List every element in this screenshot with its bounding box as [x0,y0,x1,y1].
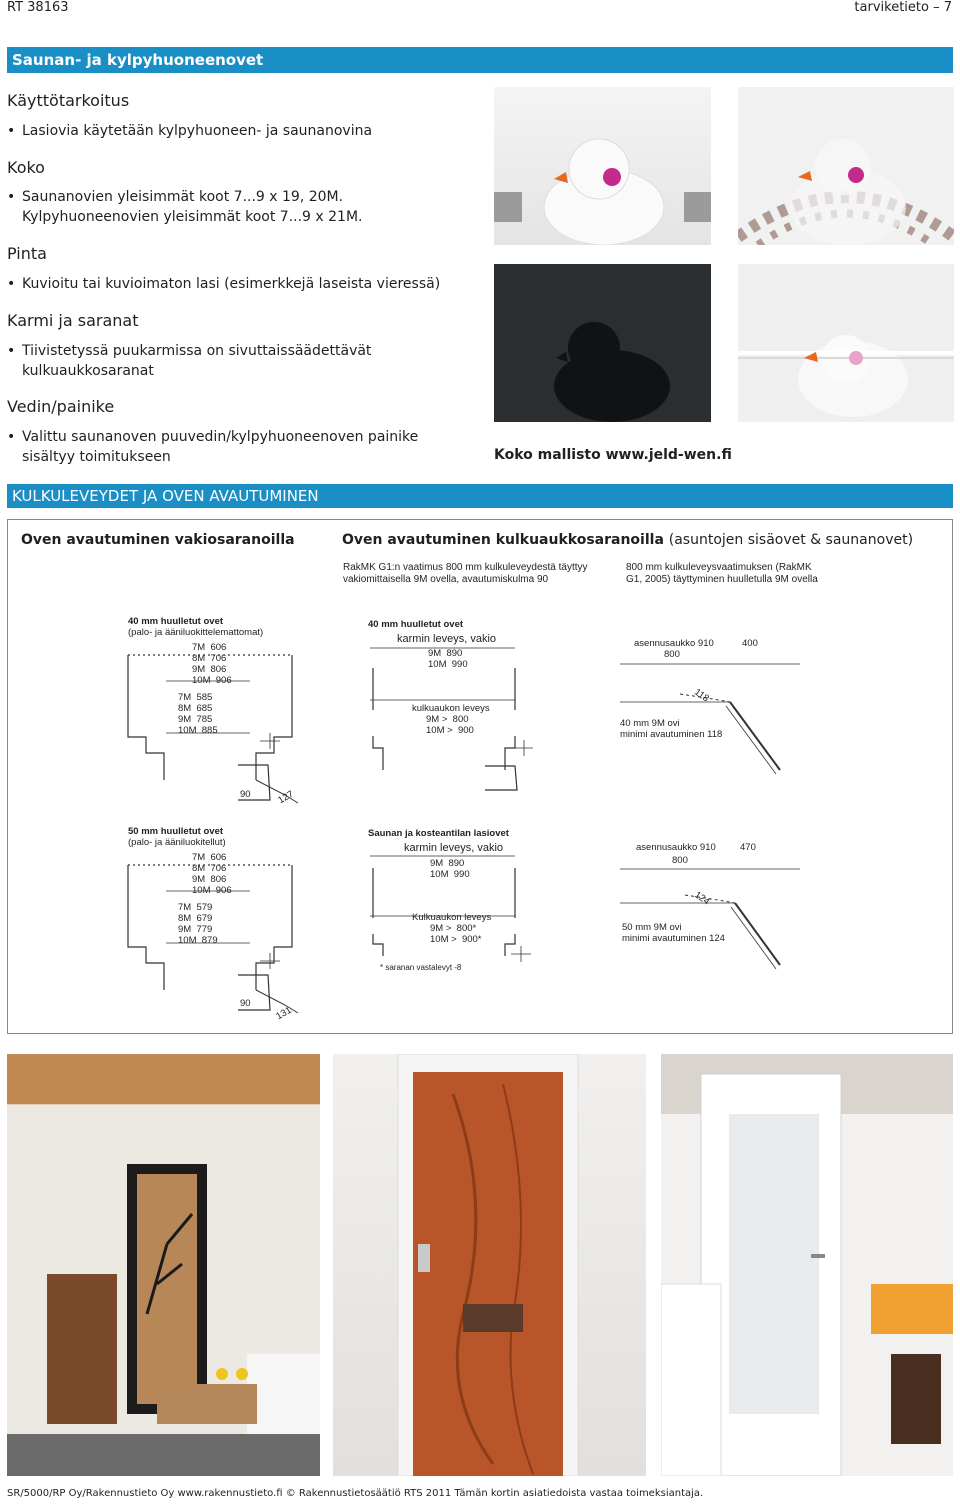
glass-door-icon [661,1054,953,1476]
duck-icon [494,264,711,422]
heading-pinta: Pinta [7,244,47,263]
section-band [7,484,953,508]
d4-top-values: 7M 606 8M 706 9M 806 10M 906 [192,852,232,896]
sauna-door-photo [7,1054,320,1476]
glass-door-photo [661,1054,953,1476]
bullet-kayttotarkoitus: • Lasiovia käytetään kylpyhuoneen- ja saunanovina [7,121,462,141]
note-requirement: RakMK G1:n vaatimus 800 mm kulkuleveydestä täyttyy vakiomittaisella 9M ovella, avautumiskulma 90 [343,562,588,585]
d4-dim: 131 [274,1004,294,1023]
d1-angle: 90 [240,789,251,800]
sauna-door-icon [7,1054,320,1476]
page-title: Saunan- ja kylpyhuoneenovet [12,51,264,69]
d3-800: 800 [664,649,680,660]
d6-caption: 50 mm 9M ovi minimi avautuminen 124 [622,922,725,944]
d3-opening: asennusaukko 910 [634,638,714,649]
d6-dim: 124 [692,889,712,908]
footer-text: SR/5000/RP Oy/Rakennustieto Oy www.rakennustieto.fi © Rakennustietosäätiö RTS 2011 Tämän kortin asiatiedoista vastaa toimeksiantaja. [7,1488,704,1499]
title-bar [7,47,953,73]
duck-icon [494,87,711,245]
glass-sample-photo-3 [494,264,711,422]
d1-bottom-values: 7M 585 8M 685 9M 785 10M 885 [178,692,218,736]
d4-angle: 90 [240,998,251,1009]
heading-karmi: Karmi ja saranat [7,311,139,330]
d1-top-values: 7M 606 8M 706 9M 806 10M 906 [192,642,232,686]
collection-link[interactable]: Koko mallisto www.jeld-wen.fi [494,447,732,463]
d1-dim: 127 [276,788,296,807]
d4-title: 50 mm huulletut ovet [128,826,224,837]
glass-sample-photo-4 [738,264,954,422]
d2-drawing [365,640,545,790]
section-band-title: KULKULEVEYDET JA OVEN AVAUTUMINEN [12,487,319,505]
d5-open-values: 9M > 800* 10M > 900* [430,923,482,945]
right-heading-main: Oven avautuminen kulkuaukkosaranoilla [342,532,664,548]
d4-subtitle: (palo- ja ääniluokitellut) [128,837,226,848]
d2-frame-values: 9M 890 10M 990 [428,648,468,670]
d5-frame-label: karmin leveys, vakio [404,842,504,854]
right-heading [342,532,913,548]
heading-koko: Koko [7,158,45,177]
d3-dim: 118 [692,686,711,705]
duck-icon [738,264,954,422]
d3-drawing [610,640,810,780]
d5-open-label: Kulkuaukon leveys [412,912,492,923]
bullet-koko: • Saunanovien yleisimmät koot 7...9 x 19, 20M. Kylpyhuoneenovien yleisimmät koot 7...9 x 21M. [7,187,382,227]
d1-title: 40 mm huulletut ovet [128,616,224,627]
d6-470: 470 [740,842,756,853]
d3-caption: 40 mm 9M ovi minimi avautuminen 118 [620,718,723,740]
wooden-door-photo [333,1054,646,1476]
left-heading: Oven avautuminen vakiosaranoilla [21,532,295,548]
bullet-vedin: • Valittu saunanoven puuvedin/kylpyhuoneenoven painike sisältyy toimitukseen [7,427,462,467]
d2-title: 40 mm huulletut ovet [368,619,464,630]
d6-drawing [610,845,810,985]
d5-footnote: * saranan vastalevyt -8 [380,963,462,972]
bullet-pinta: • Kuvioitu tai kuvioimaton lasi (esimerkkejä laseista vieressä) [7,274,482,294]
bullet-karmi: • Tiivistetyssä puukarmissa on sivuttaissäädettävät kulkuaukkosaranat [7,341,402,381]
heading-vedin: Vedin/painike [7,397,115,416]
right-heading-rest: (asuntojen sisäovet & saunanovet) [668,532,914,548]
d2-frame-label: karmin leveys, vakio [397,633,497,645]
d2-open-values: 9M > 800 10M > 900 [426,714,474,736]
document-id: RT 38163 [7,0,69,15]
d1-subtitle: (palo- ja ääniluokittelemattomat) [128,627,264,638]
heading-kayttotarkoitus: Käyttötarkoitus [7,91,130,110]
d5-frame-values: 9M 890 10M 990 [430,858,470,880]
d5-drawing [365,848,545,968]
glass-sample-photo-1 [494,87,711,245]
d6-opening: asennusaukko 910 [636,842,716,853]
d2-open-label: kulkuaukon leveys [412,703,490,714]
section-label: tarviketieto – 7 [854,0,952,15]
d5-title: Saunan ja kosteantilan lasiovet [368,828,509,839]
d3-400: 400 [742,638,758,649]
duck-icon [738,87,954,245]
d4-bottom-values: 7M 579 8M 679 9M 779 10M 879 [178,902,218,946]
d4-drawing [120,855,320,1025]
d6-800: 800 [672,855,688,866]
glass-sample-photo-2 [738,87,954,245]
wooden-door-icon [333,1054,646,1476]
note-fulfilment: 800 mm kulkuleveysvaatimuksen (RakMK G1, 2005) täyttyminen huulletulla 9M ovella [626,562,818,585]
